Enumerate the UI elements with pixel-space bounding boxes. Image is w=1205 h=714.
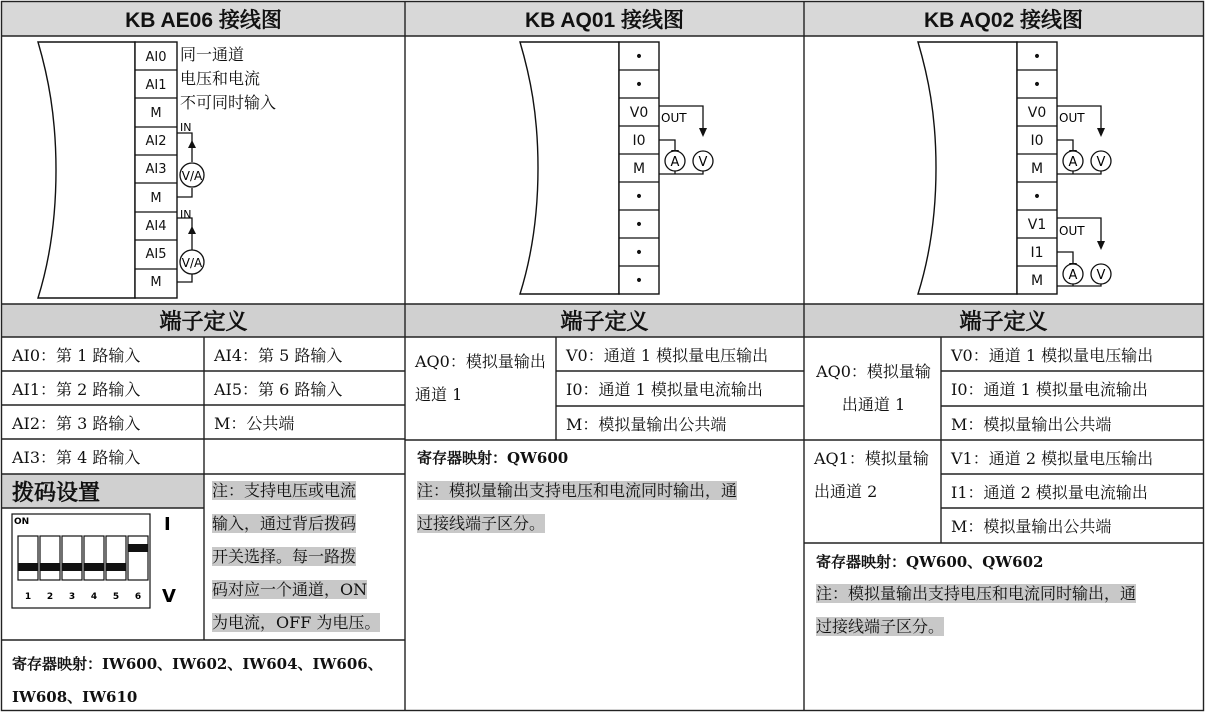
dip-number: 6 bbox=[134, 592, 142, 602]
terminal-label: • bbox=[634, 77, 644, 93]
dip-i-label: I bbox=[164, 514, 171, 535]
meter-label: V/A bbox=[181, 256, 203, 270]
aq01-module-body bbox=[520, 42, 619, 294]
dip-note-line: 为电流，OFF 为电压。 bbox=[212, 613, 381, 632]
aq01-header bbox=[405, 2, 804, 36]
dip-switch-4[interactable] bbox=[84, 563, 104, 571]
terminal-label: AI1 bbox=[145, 78, 167, 93]
def-cell: AI0：第 1 路输入 bbox=[12, 345, 141, 365]
def-cell: I0：通道 1 模拟量电流输出 bbox=[566, 380, 763, 399]
meter-label: A bbox=[1068, 268, 1078, 283]
ae06-note-line: 同一通道 bbox=[180, 45, 245, 64]
ae06-module-body bbox=[38, 42, 135, 298]
dip-title: 拨码设置 bbox=[2, 474, 204, 508]
dip-number: 5 bbox=[112, 592, 120, 602]
dip-number: 2 bbox=[46, 592, 54, 602]
def-cell: AI4：第 5 路输入 bbox=[214, 345, 343, 365]
terminal-label: M bbox=[150, 106, 162, 121]
terminal-label: • bbox=[634, 273, 644, 289]
aq01-section-title bbox=[405, 304, 804, 337]
terminal-label: M bbox=[150, 191, 162, 206]
dip-number: 1 bbox=[24, 592, 32, 602]
def-cell: M：模拟量输出公共端 bbox=[951, 517, 1112, 536]
terminal-label: • bbox=[1032, 77, 1042, 93]
def-cell: I0：通道 1 模拟量电流输出 bbox=[951, 380, 1148, 399]
aq02-header bbox=[804, 2, 1203, 36]
meter-label: V bbox=[1096, 268, 1106, 283]
dip-note-line: 注：支持电压或电流 bbox=[212, 481, 357, 500]
terminal-label: M bbox=[150, 275, 162, 290]
terminal-label: • bbox=[634, 217, 644, 233]
dip-note-line: 开关选择。每一路拨 bbox=[212, 547, 357, 566]
terminal-label: I0 bbox=[632, 133, 646, 149]
terminal-label: V0 bbox=[1027, 105, 1047, 121]
ae06-title: KB AE06 接线图 bbox=[125, 9, 282, 32]
terminal-label: • bbox=[1032, 49, 1042, 65]
note-line: 注：模拟量输出支持电压和电流同时输出，通 bbox=[816, 584, 1137, 603]
terminal-label: AI2 bbox=[145, 134, 167, 149]
terminal-label: AI3 bbox=[145, 162, 167, 177]
terminal-label: AI5 bbox=[145, 247, 167, 262]
dip-number: 4 bbox=[90, 592, 98, 602]
def-cell: I1：通道 2 模拟量电流输出 bbox=[951, 482, 1148, 502]
register-line: IW608、IW610 bbox=[12, 688, 138, 706]
def-cell: M：模拟量输出公共端 bbox=[566, 414, 727, 434]
ae06-note-line: 不可同时输入 bbox=[180, 93, 277, 112]
meter-label: A bbox=[670, 155, 680, 170]
meter-label: V bbox=[698, 155, 708, 170]
meter-label: V bbox=[1096, 155, 1106, 170]
dip-note-line: 输入，通过背后拨码 bbox=[212, 514, 357, 533]
aq01-register-map: 寄存器映射：QW600 bbox=[417, 449, 569, 467]
terminal-label: • bbox=[1032, 189, 1042, 205]
dip-note bbox=[212, 474, 398, 639]
dip-note-line: 码对应一个通道，ON bbox=[212, 580, 368, 599]
terminal-label: I0 bbox=[1030, 133, 1044, 149]
dip-switch-diagram bbox=[2, 508, 204, 640]
out-label: OUT bbox=[1059, 224, 1085, 238]
terminal-label: V1 bbox=[1027, 217, 1047, 233]
aq02-title: KB AQ02 接线图 bbox=[923, 9, 1084, 32]
terminal-label: AI0 bbox=[145, 50, 167, 65]
terminal-label: • bbox=[634, 49, 644, 65]
dip-switch-1[interactable] bbox=[18, 563, 38, 571]
ae06-section-title bbox=[2, 304, 405, 337]
in-label: IN bbox=[180, 121, 192, 134]
def-cell: V1：通道 2 模拟量电压输出 bbox=[951, 448, 1154, 468]
aq02-channel1-cell: AQ1：模拟量输出通道 2 bbox=[814, 449, 929, 501]
dip-switch-5[interactable] bbox=[106, 563, 126, 571]
ae06-register-map bbox=[12, 648, 402, 714]
dip-on-label: ON bbox=[14, 517, 30, 527]
terminal-label: AI4 bbox=[145, 219, 167, 234]
note-line: 过接线端子区分。 bbox=[816, 617, 945, 636]
ae06-wiring-diagram bbox=[2, 36, 405, 304]
terminal-label: • bbox=[634, 189, 644, 205]
ae06-note-line: 电压和电流 bbox=[180, 69, 261, 88]
out-label: OUT bbox=[661, 111, 687, 125]
dip-switch-3[interactable] bbox=[62, 563, 82, 571]
def-cell: AI2：第 3 路输入 bbox=[12, 413, 141, 433]
ae06-header bbox=[2, 2, 405, 36]
dip-number: 3 bbox=[68, 592, 76, 602]
def-cell: V0：通道 1 模拟量电压输出 bbox=[566, 345, 769, 365]
section-title-text: 端子定义 bbox=[159, 309, 248, 335]
terminal-label: I1 bbox=[1030, 245, 1044, 261]
in-label: IN bbox=[180, 208, 192, 221]
def-cell: V0：通道 1 模拟量电压输出 bbox=[951, 345, 1154, 365]
dip-v-label: V bbox=[162, 586, 176, 607]
def-cell: AI1：第 2 路输入 bbox=[12, 379, 141, 399]
aq02-wiring-diagram bbox=[804, 36, 1203, 304]
section-title-text: 端子定义 bbox=[959, 309, 1048, 335]
dip-switch-2[interactable] bbox=[40, 563, 60, 571]
note-line: 注：模拟量输出支持电压和电流同时输出，通 bbox=[417, 481, 738, 500]
def-cell: M：公共端 bbox=[214, 413, 295, 433]
aq02-channel0-cell: AQ0：模拟量输出通道 1 bbox=[816, 362, 931, 414]
def-cell: AI3：第 4 路输入 bbox=[12, 448, 141, 467]
meter-label: A bbox=[1068, 155, 1078, 170]
aq01-wiring-diagram bbox=[405, 36, 804, 304]
def-cell: M：模拟量输出公共端 bbox=[951, 414, 1112, 434]
aq02-module-body bbox=[918, 42, 1017, 294]
meter-label: V/A bbox=[181, 169, 203, 183]
terminal-label: M bbox=[632, 161, 646, 177]
terminal-label: V0 bbox=[629, 105, 649, 121]
aq01-note bbox=[417, 474, 797, 540]
terminal-label: M bbox=[1030, 161, 1044, 177]
out-label: OUT bbox=[1059, 111, 1085, 125]
terminal-label: • bbox=[634, 245, 644, 261]
register-line: 寄存器映射：IW600、IW602、IW604、IW606、 bbox=[12, 655, 383, 673]
aq02-note bbox=[816, 577, 1200, 643]
aq01-title: KB AQ01 接线图 bbox=[524, 9, 685, 32]
ae06-terminal-labels bbox=[146, 50, 167, 290]
note-line: 过接线端子区分。 bbox=[417, 514, 546, 533]
def-cell: AI5：第 6 路输入 bbox=[214, 379, 343, 399]
section-title-text: 端子定义 bbox=[560, 309, 649, 335]
dip-switch-6[interactable] bbox=[128, 544, 148, 552]
terminal-label: M bbox=[1030, 273, 1044, 289]
aq01-channel-cell: AQ0：模拟量输出通道 1 bbox=[415, 352, 546, 404]
aq02-register-map: 寄存器映射：QW600、QW602 bbox=[816, 553, 1044, 571]
aq02-section-title bbox=[804, 304, 1203, 337]
